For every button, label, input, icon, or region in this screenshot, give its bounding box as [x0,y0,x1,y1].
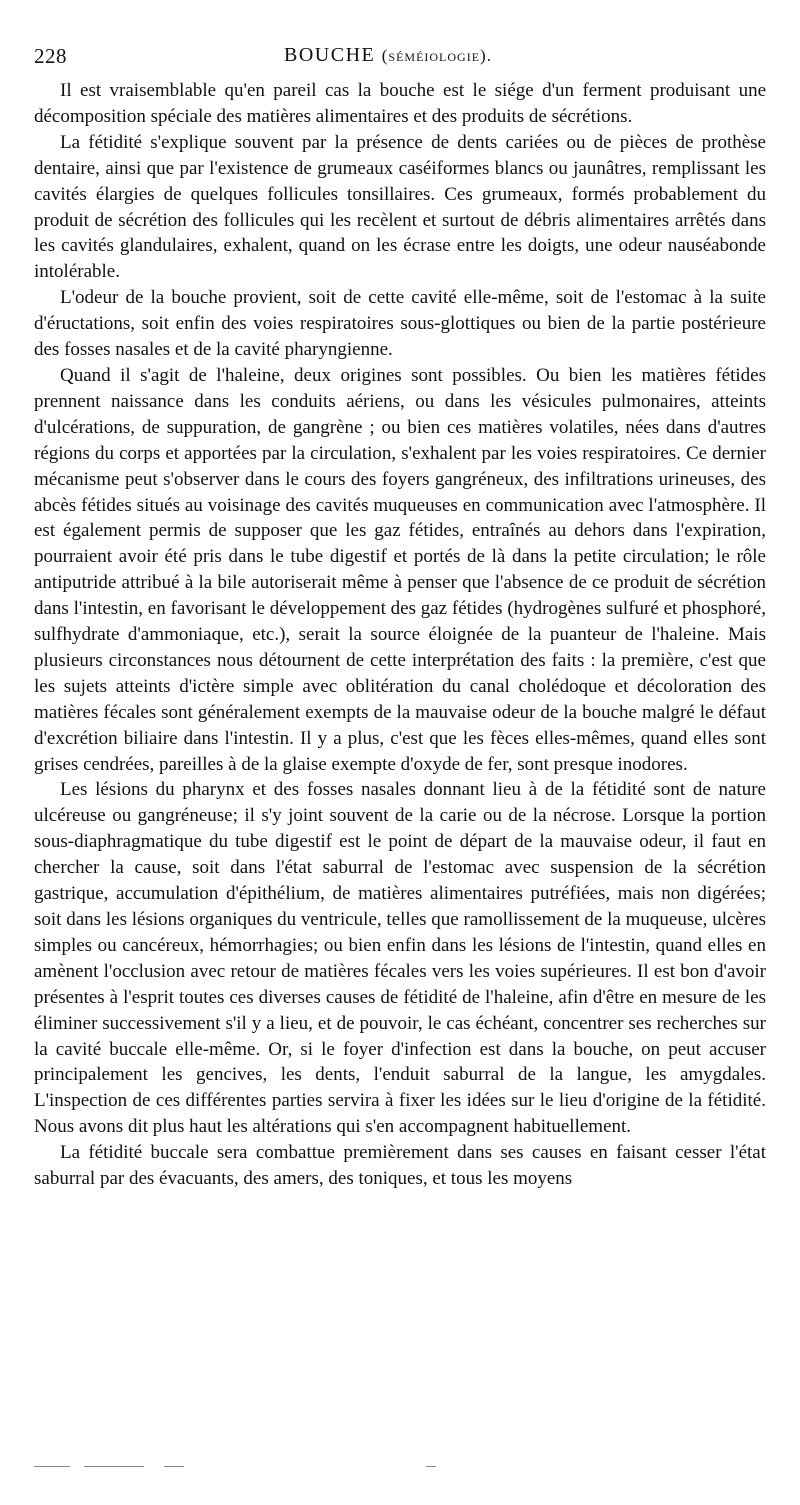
running-title-main: BOUCHE [284,44,376,66]
running-title [284,44,492,67]
running-title-sub: (séméiologie). [381,46,492,65]
bottom-scan-marks [34,1464,454,1470]
scan-mark [426,1466,436,1467]
body-text [34,78,766,1192]
paragraph-6: La fétidité buccale sera combattue premièrement dans ses causes en faisant cesser l'état saburral par des évacuants, des amers, des toniques, et tous les moyens [34,1142,766,1190]
running-head [34,44,764,70]
page-number: 228 [34,44,67,68]
scan-mark [84,1466,144,1467]
paragraph-4: Quand il s'agit de l'haleine, deux origines sont possibles. Ou bien les matières fétides prennent naissance dans les conduits aériens, ou dans les vésicules pulmonaires, atteints d'ulcérations, de suppuration, de gangrène ; ou bien ces matières volatiles, nées dans d'autres régions du corps et apportées par la circulation, s'exhalent par les voies respiratoires. Ce dernier mécanisme peut s'observer dans le cours des foyers gangréneux, des infiltrations urineuses, des abcès fétides situés au voisinage des cavités muqueuses en communication avec l'atmosphère. Il est également permis de supposer que les gaz fétides, entraînés au dehors dans l'expiration, pourraient avoir été pris dans le tube digestif et portés de là dans la petite circulation; le rôle antiputride attribué à la bile autoriserait même à penser que l'absence de ce produit de sécrétion dans l'intestin, en favorisant le développement des gaz fétides (hydrogènes sulfuré et phosphoré, sulfhydrate d'ammoniaque, etc.), serait la source éloignée de la puanteur de l'haleine. Mais plusieurs circonstances nous détournent de cette interprétation des faits : la première, c'est que les sujets atteints d'ictère simple avec oblitération du canal cholédoque et décoloration des matières fécales sont généralement exempts de la mauvaise odeur de la bouche malgré le défaut d'excrétion biliaire dans l'intestin. Il y a plus, c'est que les fèces elles-mêmes, quand elles sont grises cendrées, pareilles à de la glaise exempte d'oxyde de fer, sont presque inodores. [34,364,766,775]
paragraph-3: L'odeur de la bouche provient, soit de cette cavité elle-même, soit de l'estomac à la suite d'éructations, soit enfin des voies respiratoires sous-glottiques ou bien de la partie postérieure des fosses nasales et de la cavité pharyngienne. [34,287,766,361]
paragraph-1: Il est vraisemblable qu'en pareil cas la bouche est le siége d'un ferment produisant une décomposition spéciale des matières alimentaires et des produits de sécrétions. [34,80,766,127]
scan-mark [34,1466,70,1467]
paragraph-2: La fétidité s'explique souvent par la présence de dents cariées ou de pièces de prothèse dentaire, ainsi que par l'existence de grumeaux caséiformes blancs ou jaunâtres, remplissant les cavités élargies de quelques follicules tonsillaires. Ces grumeaux, formés probablement du produit de sécrétion des follicules qui les recèlent et surtout de débris alimentaires arrêtés dans les cavités glandulaires, exhalent, quand on les écrase entre les doigts, une odeur nauséabonde intolérable. [34,131,766,283]
paragraph-5: Les lésions du pharynx et des fosses nasales donnant lieu à de la fétidité sont de nature ulcéreuse ou gangréneuse; il s'y joint souvent de la carie ou de la nécrose. Lorsque la portion sous-diaphragmatique du tube digestif est le point de départ de la mauvaise odeur, il faut en chercher la cause, soit dans l'état saburral de l'estomac avec suspension de la sécrétion gastrique, accumulation d'épithélium, de matières alimentaires putréfiées, mais non digérées; soit dans les lésions organiques du ventricule, telles que ramollissement de la muqueuse, ulcères simples ou cancéreux, hémorrhagies; ou bien enfin dans les lésions de l'intestin, quand elles en amènent l'occlusion avec retour de matières fécales vers les voies supérieures. Il est bon d'avoir présentes à l'esprit toutes ces diverses causes de fétidité de l'haleine, afin d'être en mesure de les éliminer successivement s'il y a lieu, et de pouvoir, le cas échéant, concentrer ses recherches sur la cavité buccale elle-même. Or, si le foyer d'infection est dans la bouche, on peut accuser principalement les gencives, les dents, l'enduit saburral de la langue, les amygdales. L'inspection de ces différentes parties servira à fixer les idées sur le lieu d'origine de la fétidité. Nous avons dit plus haut les altérations qui s'en accompagnent habituellement. [34,779,766,1138]
scan-mark [164,1466,184,1467]
